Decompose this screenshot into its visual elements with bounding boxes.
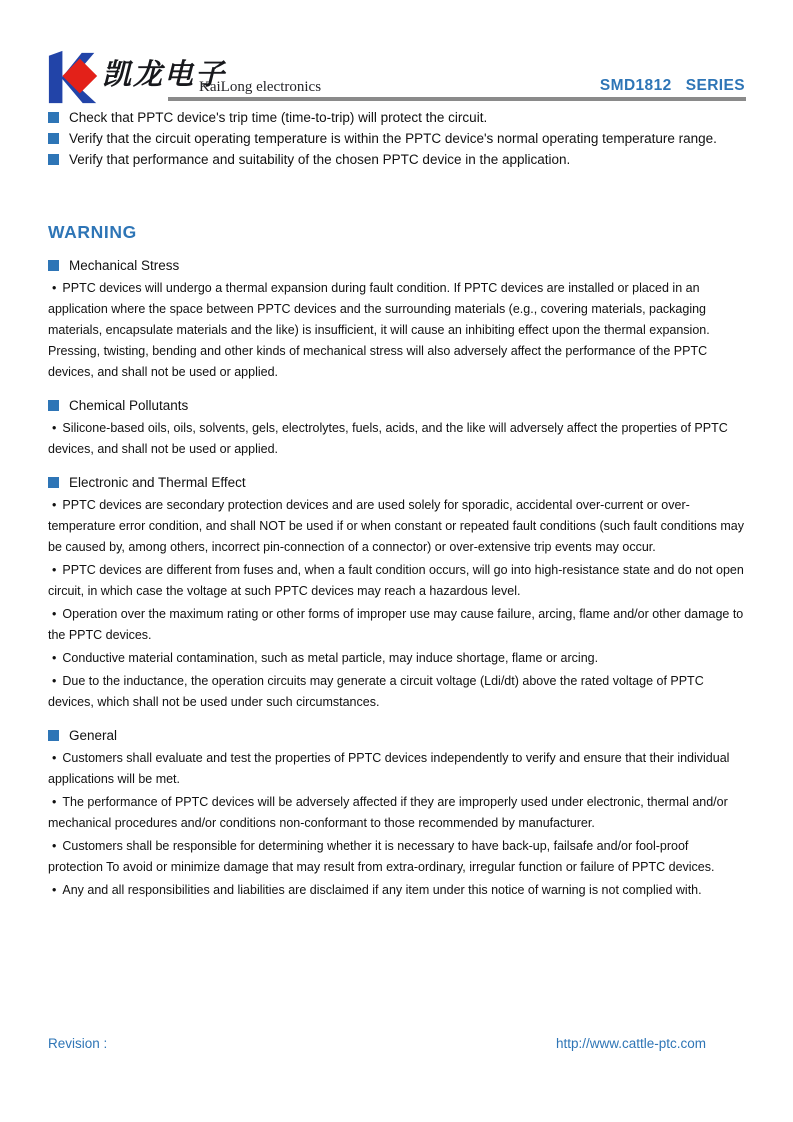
dot-bullet: • [52, 421, 57, 435]
list-item [48, 128, 745, 149]
paragraph [48, 792, 745, 834]
section-title: Electronic and Thermal Effect [69, 475, 246, 490]
square-bullet-icon [48, 154, 59, 165]
dot-bullet: • [52, 883, 57, 897]
paragraph-text: Silicone-based oils, oils, solvents, gels, electrolytes, fuels, acids, and the like will adversely affect the properties of PPTC devices, and shall not be used or applied. [48, 421, 728, 456]
paragraph [48, 560, 745, 602]
paragraph-text: Conductive material contamination, such as metal particle, may induce shortage, flame or arcing. [62, 651, 599, 665]
dot-bullet: • [52, 751, 57, 765]
dot-bullet: • [52, 563, 57, 577]
paragraph-text: PPTC devices will undergo a thermal expansion during fault condition. If PPTC devices are installed or placed in an application where the space between PPTC devices and the surrounding materials (e.g., covering materials, packaging materials, encapsulate materials and the like) is insufficient, it will cause an inhibiting effect upon the thermal expansion. Pressing, twisting, bending and other kinds of mechanical stress will also adversely affect the performance of the PPTC devices, and shall not be used or applied. [48, 281, 710, 379]
list-item [48, 149, 745, 170]
square-bullet-icon [48, 400, 59, 411]
page-footer [48, 1036, 745, 1056]
paragraph-text: The performance of PPTC devices will be adversely affected if they are improperly used under electronic, thermal and/or mechanical procedures and/or conditions non-conformant to those recommended by manufacturer. [48, 795, 728, 830]
square-bullet-icon [48, 477, 59, 488]
top-checks-list [48, 107, 745, 170]
square-bullet-icon [48, 730, 59, 741]
paragraph [48, 748, 745, 790]
paragraph [48, 418, 745, 460]
paragraph [48, 671, 745, 713]
paragraph-text: PPTC devices are different from fuses and, when a fault condition occurs, will go into high-resistance state and do not open circuit, in which case the voltage at such PPTC devices may reach a hazardous level. [48, 563, 744, 598]
paragraph-text: PPTC devices are secondary protection devices and are used solely for sporadic, accidental over-current or over-temperature error condition, and shall NOT be used if or when constant or repeated fault conditions (such fault conditions may be caused by, among others, incorrect pin-connection of a connector) or over-extensive trip events may occur. [48, 498, 744, 554]
dot-bullet: • [52, 498, 57, 512]
square-bullet-icon [48, 260, 59, 271]
revision-label: Revision : [48, 1036, 108, 1051]
brand-name-english: KaiLong electronics [199, 79, 322, 95]
check-text: Check that PPTC device's trip time (time-to-trip) will protect the circuit. [69, 110, 488, 125]
paragraph-text: Customers shall evaluate and test the properties of PPTC devices independently to verify and ensure that their individual applications will be met. [48, 751, 730, 786]
section-heading-general [48, 725, 745, 746]
section-heading-chemical-pollutants [48, 395, 745, 416]
dot-bullet: • [52, 839, 57, 853]
paragraph [48, 648, 745, 669]
dot-bullet: • [52, 281, 57, 295]
section-title: Chemical Pollutants [69, 398, 189, 413]
warning-heading: WARNING [48, 222, 137, 242]
paragraph [48, 495, 745, 558]
kailong-logo-icon [45, 49, 103, 105]
paragraph [48, 604, 745, 646]
page-header [0, 0, 793, 101]
dot-bullet: • [52, 795, 57, 809]
check-text: Verify that performance and suitability of the chosen PPTC device in the application. [69, 152, 571, 167]
dot-bullet: • [52, 674, 57, 688]
section-heading-mechanical-stress [48, 255, 745, 276]
dot-bullet: • [52, 607, 57, 621]
paragraph [48, 278, 745, 383]
section-heading-electronic-thermal-effect [48, 472, 745, 493]
list-item [48, 107, 745, 128]
dot-bullet: • [52, 651, 57, 665]
square-bullet-icon [48, 133, 59, 144]
paragraph-text: Customers shall be responsible for determining whether it is necessary to have back-up, failsafe and/or fool-proof protection To avoid or minimize damage that may result from extra-ordinary, irregular function or failure of PPTC devices. [48, 839, 715, 874]
check-text: Verify that the circuit operating temperature is within the PPTC device's normal operating temperature range. [69, 131, 717, 146]
brand-name-chinese: 凯龙电子 [102, 57, 227, 91]
paragraph-text: Any and all responsibilities and liabilities are disclaimed if any item under this notice of warning is not complied with. [62, 883, 702, 897]
square-bullet-icon [48, 112, 59, 123]
website-link[interactable]: http://www.cattle-ptc.com [555, 1036, 706, 1051]
paragraph [48, 836, 745, 878]
header-divider [168, 97, 746, 101]
paragraph-text: Operation over the maximum rating or other forms of improper use may cause failure, arcing, flame and/or other damage to the PPTC devices. [48, 607, 744, 642]
section-title: General [69, 728, 118, 743]
series-label: SMD1812 SERIES [599, 77, 745, 94]
section-title: Mechanical Stress [69, 258, 180, 273]
paragraph [48, 880, 745, 901]
paragraph-text: Due to the inductance, the operation circuits may generate a circuit voltage (Ldi/dt) above the rated voltage of PPTC devices, which shall not be used under such circumstances. [48, 674, 704, 709]
